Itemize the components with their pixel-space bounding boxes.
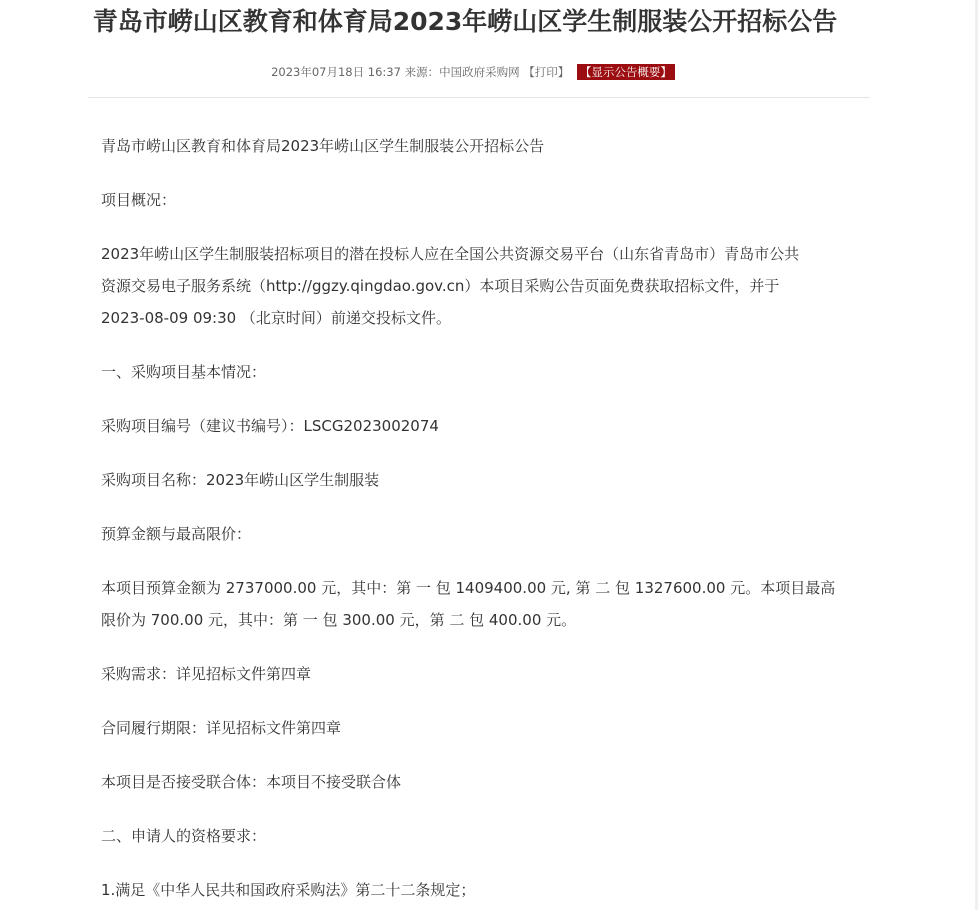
article-body	[101, 130, 871, 910]
page-title: 青岛市崂山区教育和体育局2023年崂山区学生制服装公开招标公告	[92, 7, 838, 36]
header-divider	[88, 97, 870, 98]
project-name: 采购项目名称：2023年崂山区学生制服装	[101, 471, 380, 489]
article-meta	[0, 63, 946, 81]
body-paragraph-overview	[101, 238, 871, 334]
show-summary-button[interactable]: 【显示公告概要】	[577, 64, 675, 80]
overview-line-1: 2023年崂山区学生制服装招标项目的潜在投标人应在全国公共资源交易平台（山东省青岛市）青岛市公共	[101, 245, 800, 263]
contract-period: 合同履行期限：详见招标文件第四章	[101, 719, 342, 737]
project-number: 采购项目编号（建议书编号）：LSCG2023002074	[101, 417, 439, 435]
overview-line-3: 2023-08-09 09:30 （北京时间）前递交投标文件。	[101, 309, 451, 327]
budget-heading: 预算金额与最高限价：	[101, 525, 252, 543]
qualification-item-1: 1.满足《中华人民共和国政府采购法》第二十二条规定；	[101, 881, 476, 899]
section-heading-basic-info: 一、采购项目基本情况：	[101, 363, 267, 381]
section-heading-qualifications: 二、申请人的资格要求：	[101, 827, 267, 845]
budget-line-1: 本项目预算金额为 2737000.00 元，其中：第 一 包 1409400.00 元, 第 二 包 1327600.00 元。本项目最高	[101, 579, 836, 597]
print-link[interactable]: 【打印】	[523, 65, 570, 79]
budget-details	[101, 572, 871, 636]
body-paragraph-title: 青岛市崂山区教育和体育局2023年崂山区学生制服装公开招标公告	[101, 137, 545, 155]
overview-line-2: 资源交易电子服务系统（http://ggzy.qingdao.gov.cn）本项目采购公告页面免费获取招标文件，并于	[101, 277, 780, 295]
body-paragraph-overview-heading: 项目概况：	[101, 191, 177, 209]
source-name: 中国政府采购网	[439, 65, 520, 79]
procurement-requirements: 采购需求：详见招标文件第四章	[101, 665, 312, 683]
budget-line-2: 限价为 700.00 元，其中：第 一 包 300.00 元，第 二 包 400.00 元。	[101, 611, 577, 629]
publish-date: 2023年07月18日 16:37	[271, 65, 401, 79]
source-label: 来源：	[404, 65, 440, 79]
consortium-policy: 本项目是否接受联合体：本项目不接受联合体	[101, 773, 402, 791]
